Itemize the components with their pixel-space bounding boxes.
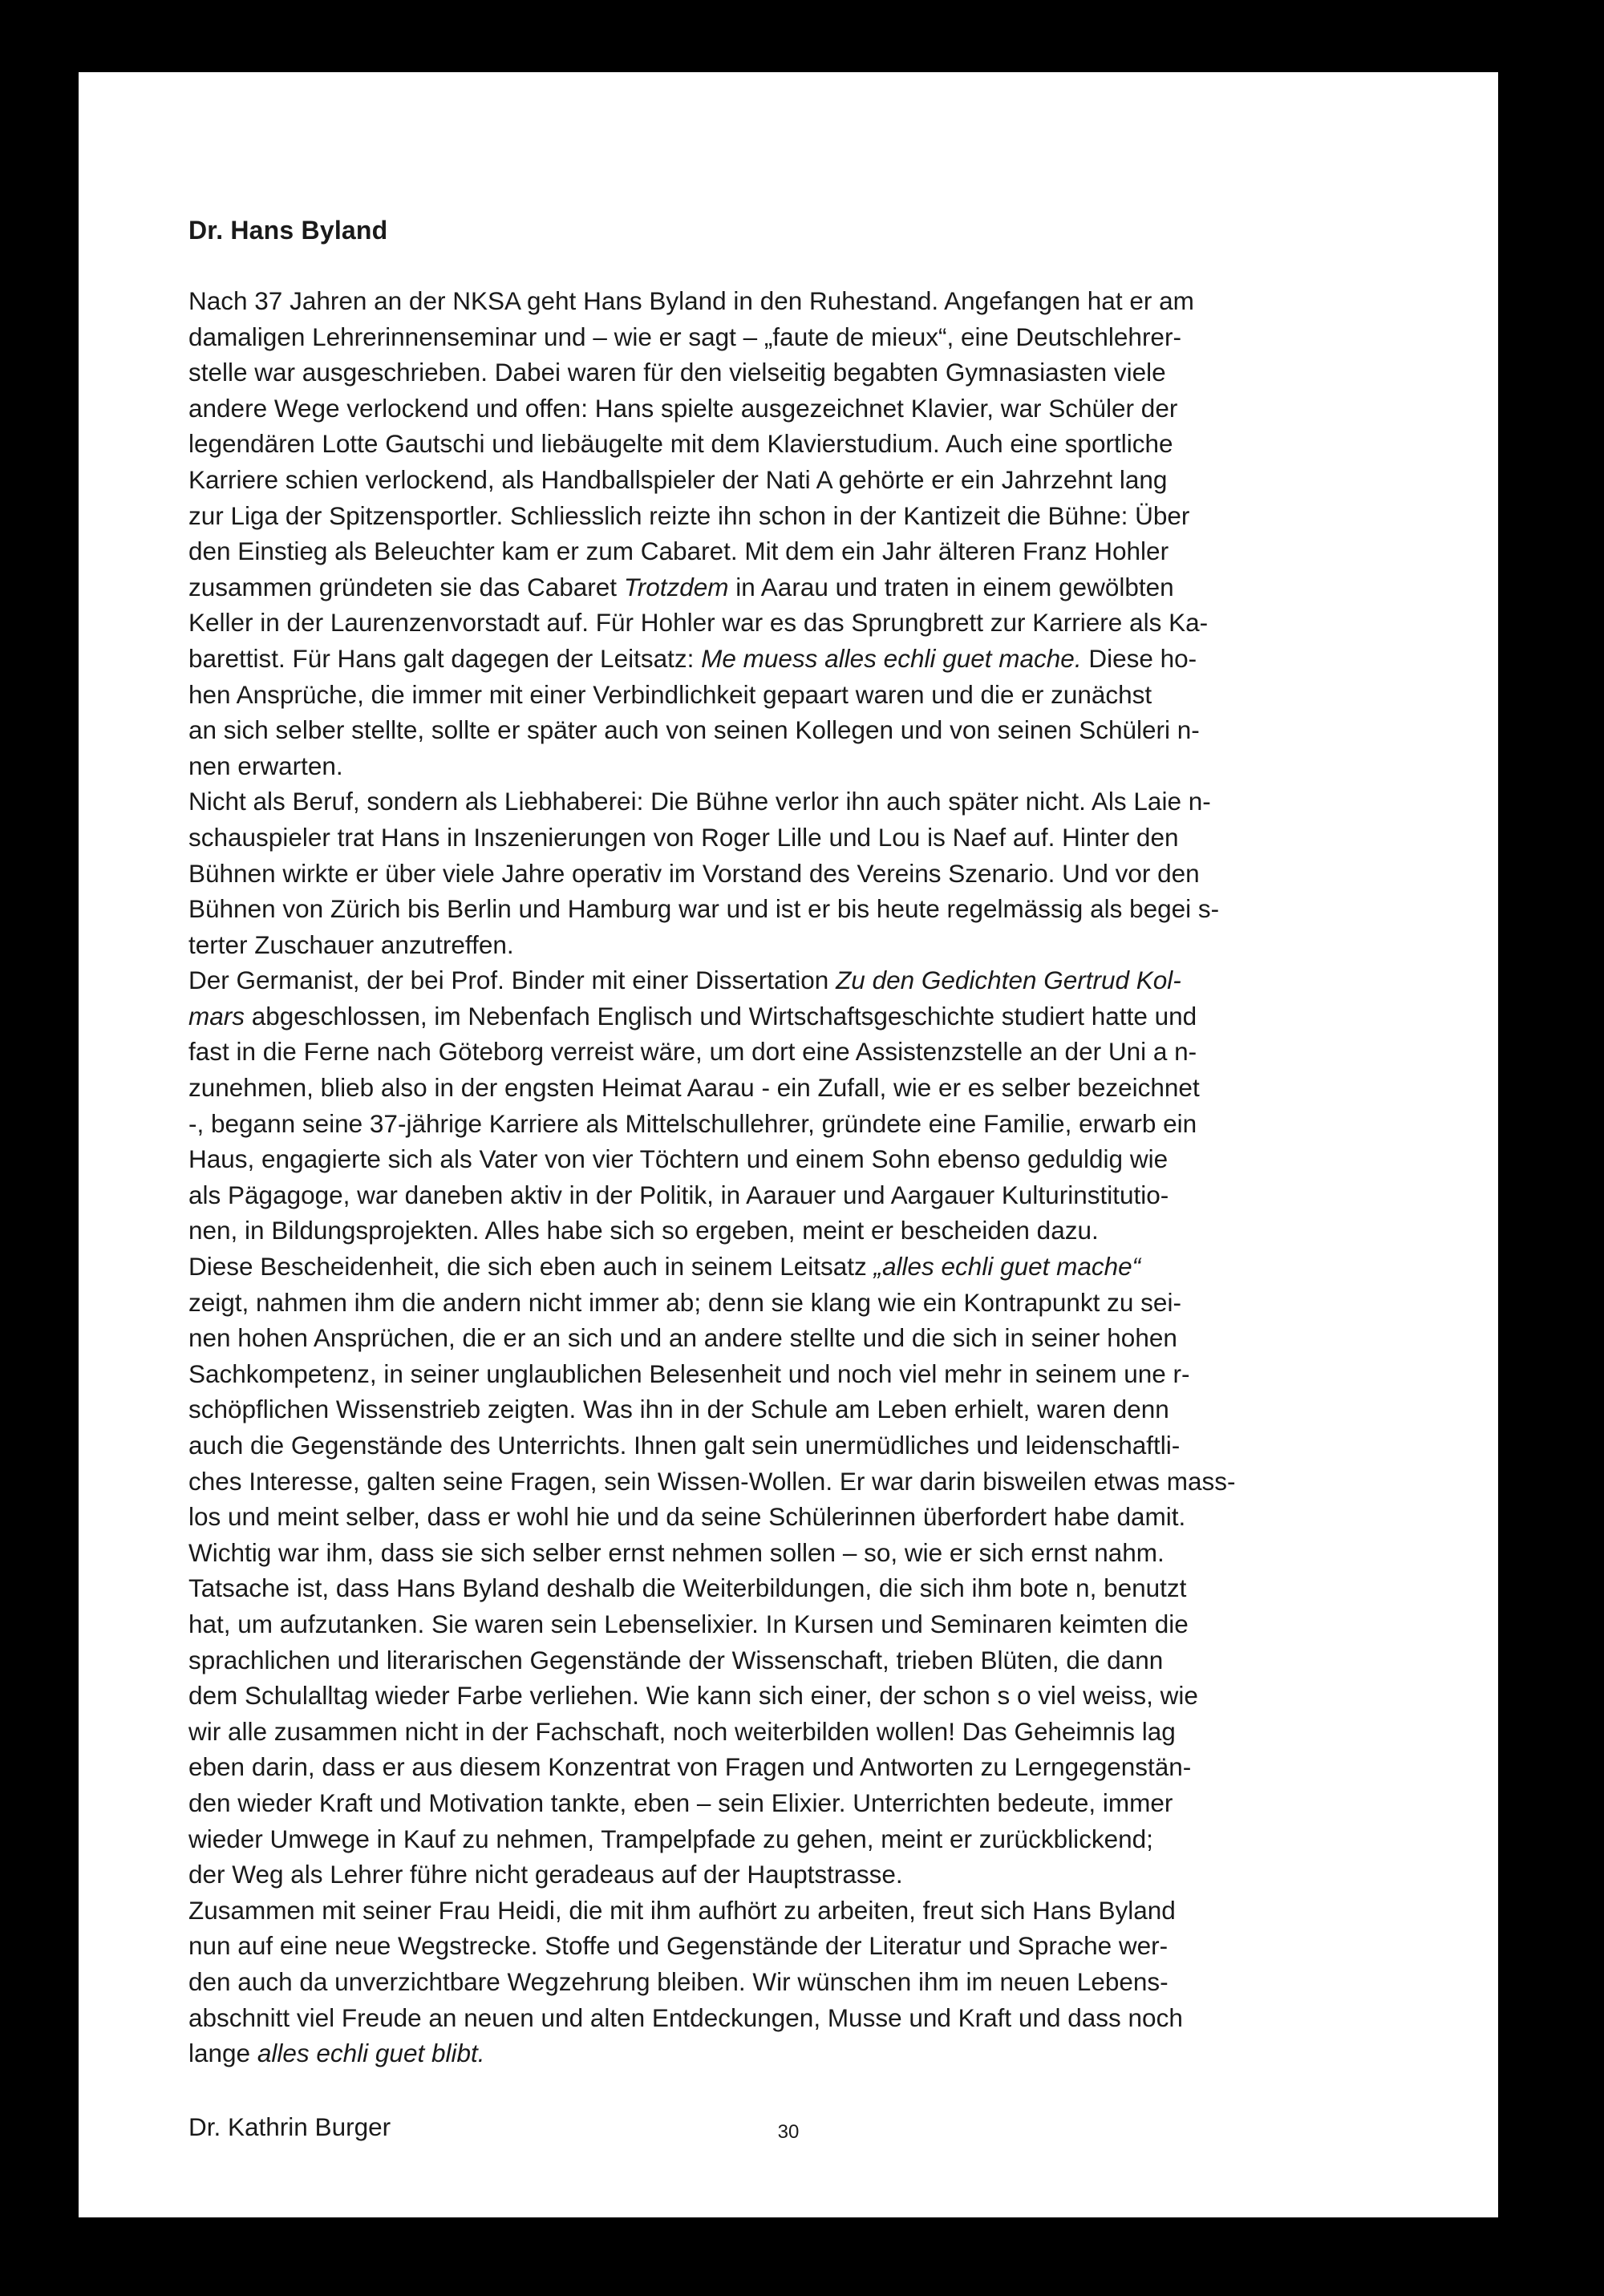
text-segment: los und meint selber, dass er wohl hie und da seine Schülerinnen überfordert habe damit.: [188, 1502, 1186, 1532]
body-line: [188, 533, 1492, 569]
text-segment: fast in die Ferne nach Göteborg verreist wäre, um dort eine Assistenzstelle an der Uni a n-: [188, 1037, 1197, 1067]
body-line: [188, 1464, 1492, 1500]
text-segment: Tatsache ist, dass Hans Byland deshalb die Weiterbildungen, die sich ihm bote n, benutzt: [188, 1573, 1187, 1603]
body-line: [188, 641, 1492, 677]
text-segment: zeigt, nahmen ihm die andern nicht immer ab; denn sie klang wie ein Kontrapunkt zu sei-: [188, 1287, 1181, 1317]
text-segment: legendären Lotte Gautschi und liebäugelte mit dem Klavierstudium. Auch eine sportliche: [188, 429, 1173, 459]
body-line: [188, 784, 1492, 820]
text-segment: an sich selber stellte, sollte er später auch von seinen Kollegen und von seinen Schüleri n-: [188, 715, 1200, 745]
text-segment: als Pägagoge, war daneben aktiv in der Politik, in Aarauer und Aargauer Kulturinstitutio-: [188, 1180, 1169, 1209]
text-segment: Diese Bescheidenheit, die sich eben auch in seinem Leitsatz: [188, 1252, 874, 1282]
body-line: [188, 1391, 1492, 1427]
text-segment: Bühnen von Zürich bis Berlin und Hamburg war und ist er bis heute regelmässig als begei s-: [188, 894, 1220, 924]
text-segment: lange: [188, 2039, 257, 2068]
text-segment: den Einstieg als Beleuchter kam er zum Cabaret. Mit dem ein Jahr älteren Franz Hohler: [188, 537, 1169, 566]
body-line: [188, 1320, 1492, 1356]
body-line: [188, 1964, 1492, 2000]
italic-text: Me muess alles echli guet mache.: [701, 643, 1082, 673]
italic-text: „alles echli guet mache“: [873, 1252, 1141, 1282]
text-segment: eben darin, dass er aus diesem Konzentrat von Fragen und Antworten zu Lerngegenstän-: [188, 1752, 1192, 1782]
body-line: [188, 283, 1492, 319]
text-segment: hat, um aufzutanken. Sie waren sein Lebenselixier. In Kursen und Seminaren keimten die: [188, 1609, 1189, 1638]
text-segment: abgeschlossen, im Nebenfach Englisch und Wirtschaftsgeschichte studiert hatte und: [245, 1001, 1197, 1031]
text-segment: Zusammen mit seiner Frau Heidi, die mit ihm aufhört zu arbeiten, freut sich Hans Byland: [188, 1895, 1176, 1925]
text-segment: den auch da unverzichtbare Wegzehrung bleiben. Wir wünschen ihm im neuen Lebens-: [188, 1966, 1169, 1996]
text-segment: in Aarau und traten in einem gewölbten: [728, 572, 1174, 601]
body-line: [188, 1106, 1492, 1142]
text-segment: Haus, engagierte sich als Vater von vier Töchtern und einem Sohn ebenso geduldig wie: [188, 1144, 1169, 1174]
document-page: [79, 72, 1498, 2217]
italic-text: Trotzdem: [623, 572, 729, 601]
text-segment: Wichtig war ihm, dass sie sich selber ernst nehmen sollen – so, wie er sich ernst nahm.: [188, 1537, 1165, 1567]
text-segment: nen erwarten.: [188, 751, 343, 780]
body-line: [188, 1177, 1492, 1213]
body-line: [188, 391, 1492, 427]
spacer: [188, 248, 1492, 283]
body-line: [188, 605, 1492, 641]
text-segment: schauspieler trat Hans in Inszenierungen von Roger Lille und Lou is Naef auf. Hinter den: [188, 822, 1179, 852]
body-line: [188, 1249, 1492, 1285]
body-line: [188, 1893, 1492, 1929]
body-line: [188, 1285, 1492, 1321]
text-segment: Nicht als Beruf, sondern als Liebhaberei: Die Bühne verlor ihn auch später nicht. Als Laie n-: [188, 787, 1211, 816]
body-line: [188, 677, 1492, 713]
text-segment: schöpflichen Wissenstrieb zeigten. Was ihn in der Schule am Leben erhielt, waren denn: [188, 1395, 1169, 1424]
spacer: [188, 2071, 1492, 2109]
text-segment: wir alle zusammen nicht in der Fachschaft, noch weiterbilden wollen! Das Geheimnis lag: [188, 1716, 1176, 1746]
body-line: [188, 1570, 1492, 1606]
italic-text: Zu den Gedichten Gertrud Kol-: [836, 966, 1181, 995]
body-line: [188, 1714, 1492, 1750]
text-segment: damaligen Lehrerinnenseminar und – wie er sagt – „faute de mieux“, eine Deutschlehrer-: [188, 322, 1181, 351]
body-line: [188, 1785, 1492, 1821]
body-line: [188, 1499, 1492, 1535]
text-segment: der Weg als Lehrer führe nicht geradeaus auf der Hauptstrasse.: [188, 1860, 903, 1889]
article: [188, 213, 1492, 2144]
text-segment: wieder Umwege in Kauf zu nehmen, Trampelpfade zu gehen, meint er zurückblickend;: [188, 1824, 1153, 1853]
body-line: [188, 1928, 1492, 1964]
body-line: [188, 1141, 1492, 1177]
text-segment: Nach 37 Jahren an der NKSA geht Hans Byland in den Ruhestand. Angefangen hat er am: [188, 286, 1194, 315]
body-line: [188, 927, 1492, 963]
text-segment: -, begann seine 37-jährige Karriere als Mittelschullehrer, gründete eine Familie, erwarb ein: [188, 1108, 1197, 1138]
body-line: [188, 1606, 1492, 1642]
body-line: [188, 820, 1492, 856]
body-line: [188, 1857, 1492, 1893]
text-segment: Karriere schien verlockend, als Handballspieler der Nati A gehörte er ein Jahrzehnt lang: [188, 464, 1168, 494]
text-segment: nen hohen Ansprüchen, die er an sich und an andere stellte und die sich in seiner hohen: [188, 1323, 1177, 1353]
text-segment: abschnitt viel Freude an neuen und alten Entdeckungen, Musse und Kraft und dass noch: [188, 2002, 1183, 2032]
body-line: [188, 1642, 1492, 1678]
body-line: [188, 2000, 1492, 2036]
body-line: [188, 569, 1492, 605]
author-signature: Dr. Kathrin Burger: [188, 2112, 391, 2141]
body-line: [188, 856, 1492, 892]
body-line: [188, 712, 1492, 748]
body-line: [188, 462, 1492, 498]
body-line: [188, 962, 1492, 998]
body-line: [188, 1749, 1492, 1785]
text-segment: zunehmen, blieb also in der engsten Heimat Aarau - ein Zufall, wie er es selber bezeichnet: [188, 1073, 1200, 1103]
body-line: [188, 2035, 1492, 2071]
italic-text: mars: [188, 1001, 245, 1031]
text-segment: dem Schulalltag wieder Farbe verliehen. Wie kann sich einer, der schon s o viel weiss, wie: [188, 1681, 1198, 1711]
text-segment: den wieder Kraft und Motivation tankte, eben – sein Elixier. Unterrichten bedeute, immer: [188, 1788, 1173, 1817]
body-line: [188, 498, 1492, 534]
body-line: [188, 1535, 1492, 1571]
body-line: [188, 748, 1492, 784]
italic-text: alles echli guet blibt.: [257, 2039, 485, 2068]
body-line: [188, 426, 1492, 462]
text-segment: sprachlichen und literarischen Gegenstände der Wissenschaft, trieben Blüten, die dann: [188, 1645, 1164, 1674]
body-line: [188, 998, 1492, 1035]
text-segment: auch die Gegenstände des Unterrichts. Ihnen galt sein unermüdliches und leidenschaftli-: [188, 1431, 1181, 1460]
body-line: [188, 354, 1492, 391]
text-segment: Keller in der Laurenzenvorstadt auf. Für Hohler war es das Sprungbrett zur Karriere als Ka-: [188, 608, 1209, 638]
body-line: [188, 1356, 1492, 1392]
text-segment: ches Interesse, galten seine Fragen, sein Wissen-Wollen. Er war darin bisweilen etwas mass-: [188, 1466, 1236, 1496]
body-line: [188, 319, 1492, 355]
text-segment: Der Germanist, der bei Prof. Binder mit einer Dissertation: [188, 966, 836, 995]
text-segment: Bühnen wirkte er über viele Jahre operativ im Vorstand des Vereins Szenario. Und vor den: [188, 858, 1200, 888]
text-segment: barettist. Für Hans galt dagegen der Leitsatz:: [188, 643, 702, 673]
text-segment: andere Wege verlockend und offen: Hans spielte ausgezeichnet Klavier, war Schüler der: [188, 393, 1178, 423]
text-segment: zusammen gründeten sie das Cabaret: [188, 572, 624, 601]
body-line: [188, 891, 1492, 927]
body-line: [188, 1821, 1492, 1857]
body-line: [188, 1678, 1492, 1714]
text-segment: zur Liga der Spitzensportler. Schliesslich reizte ihn schon in der Kantizeit die Bühne: Über: [188, 500, 1190, 530]
text-segment: hen Ansprüche, die immer mit einer Verbindlichkeit gepaart waren und die er zunächst: [188, 679, 1152, 709]
text-segment: nun auf eine neue Wegstrecke. Stoffe und Gegenstände der Literatur und Sprache wer-: [188, 1931, 1169, 1961]
body-line: [188, 1070, 1492, 1106]
text-segment: stelle war ausgeschrieben. Dabei waren für den vielseitig begabten Gymnasiasten viele: [188, 358, 1166, 387]
text-segment: Sachkompetenz, in seiner unglaublichen Belesenheit und noch viel mehr in seinem une r-: [188, 1359, 1190, 1388]
text-segment: terter Zuschauer anzutreffen.: [188, 929, 514, 959]
body-line: [188, 1034, 1492, 1070]
article-title: Dr. Hans Byland: [188, 216, 388, 245]
text-segment: Diese ho-: [1081, 643, 1197, 673]
body-line: [188, 1213, 1492, 1249]
article-body: [188, 283, 1492, 2071]
page-number: 30: [777, 2121, 800, 2143]
body-line: [188, 1427, 1492, 1464]
text-segment: nen, in Bildungsprojekten. Alles habe sich so ergeben, meint er bescheiden dazu.: [188, 1216, 1099, 1245]
